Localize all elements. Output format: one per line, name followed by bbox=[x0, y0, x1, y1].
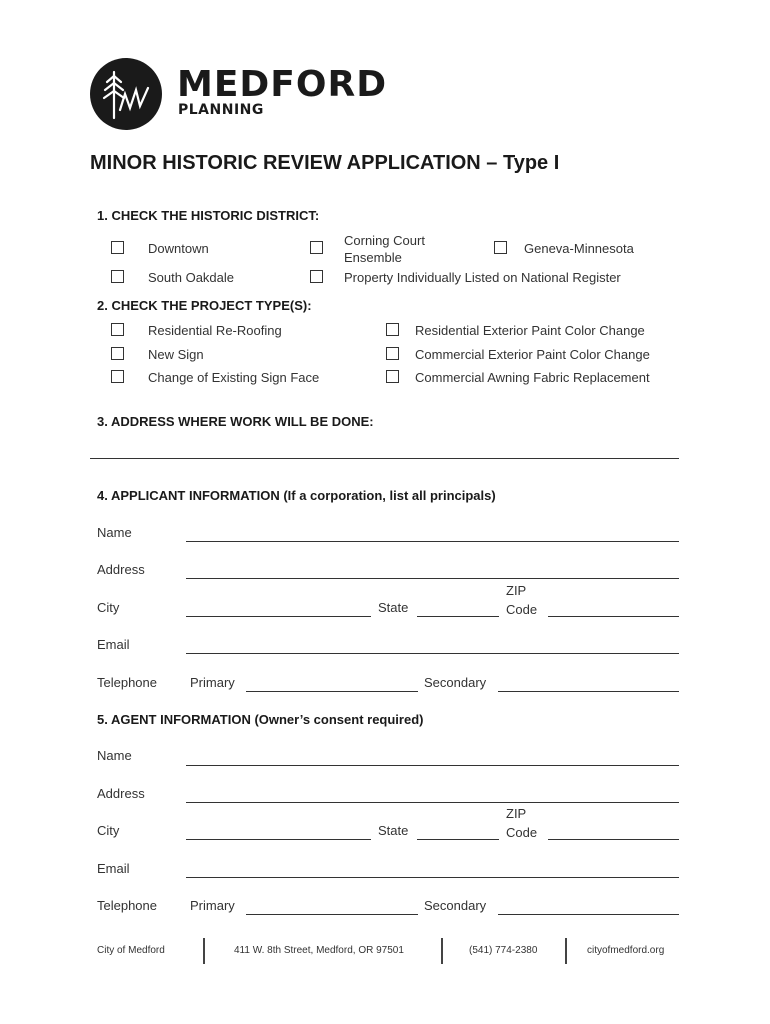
agent-secondary-phone-input[interactable] bbox=[498, 897, 679, 915]
agent-state-label: State bbox=[378, 823, 409, 838]
commercial-paint-checkbox[interactable] bbox=[386, 347, 399, 360]
geneva-minnesota-checkbox[interactable] bbox=[494, 241, 507, 254]
sign-face-label: Change of Existing Sign Face bbox=[148, 370, 320, 385]
commercial-paint-label: Commercial Exterior Paint Color Change bbox=[415, 347, 650, 362]
downtown-label: Downtown bbox=[148, 241, 209, 256]
agent-name-label: Name bbox=[97, 748, 132, 763]
agent-telephone-label: Telephone bbox=[97, 898, 157, 913]
residential-paint-checkbox[interactable] bbox=[386, 323, 399, 336]
residential-paint-label: Residential Exterior Paint Color Change bbox=[415, 323, 645, 338]
brand-name: MEDFORD bbox=[177, 64, 388, 105]
applicant-code-label: Code bbox=[506, 602, 538, 617]
agent-zip-label: ZIP bbox=[506, 806, 527, 821]
agent-name-input[interactable] bbox=[186, 748, 679, 766]
agent-email-label: Email bbox=[97, 861, 130, 876]
new-sign-checkbox[interactable] bbox=[111, 347, 124, 360]
section-5-heading: 5. AGENT INFORMATION (Owner’s consent required) bbox=[97, 712, 424, 727]
residential-re-roofing-checkbox[interactable] bbox=[111, 323, 124, 336]
applicant-name-label: Name bbox=[97, 525, 132, 540]
agent-address-label: Address bbox=[97, 786, 145, 801]
footer-divider bbox=[565, 938, 567, 964]
section-3-heading: 3. ADDRESS WHERE WORK WILL BE DONE: bbox=[97, 414, 374, 429]
agent-email-input[interactable] bbox=[186, 860, 679, 878]
footer-city: City of Medford bbox=[97, 945, 165, 956]
applicant-primary-phone-input[interactable] bbox=[246, 674, 418, 692]
applicant-state-input[interactable] bbox=[417, 599, 499, 617]
applicant-city-label: City bbox=[97, 600, 120, 615]
page-title: MINOR HISTORIC REVIEW APPLICATION – Type I bbox=[90, 152, 560, 174]
footer-website[interactable]: cityofmedford.org bbox=[587, 945, 665, 956]
medford-logo-icon bbox=[90, 58, 162, 130]
applicant-email-input[interactable] bbox=[186, 636, 679, 654]
work-address-input[interactable] bbox=[90, 441, 679, 459]
brand-subtitle: PLANNING bbox=[178, 102, 264, 118]
national-register-checkbox[interactable] bbox=[310, 270, 323, 283]
agent-city-label: City bbox=[97, 823, 120, 838]
new-sign-label: New Sign bbox=[148, 347, 204, 362]
applicant-secondary-label: Secondary bbox=[424, 675, 487, 690]
downtown-checkbox[interactable] bbox=[111, 241, 124, 254]
geneva-minnesota-label: Geneva-Minnesota bbox=[524, 241, 634, 256]
footer-phone: (541) 774-2380 bbox=[469, 945, 538, 956]
awning-fabric-label: Commercial Awning Fabric Replacement bbox=[415, 370, 650, 385]
awning-fabric-checkbox[interactable] bbox=[386, 370, 399, 383]
applicant-city-input[interactable] bbox=[186, 599, 371, 617]
corning-court-checkbox[interactable] bbox=[310, 241, 323, 254]
agent-state-input[interactable] bbox=[417, 822, 499, 840]
agent-primary-phone-input[interactable] bbox=[246, 897, 418, 915]
applicant-primary-label: Primary bbox=[190, 675, 235, 690]
applicant-address-input[interactable] bbox=[186, 561, 679, 579]
tree-m-icon bbox=[90, 58, 162, 130]
footer-divider bbox=[441, 938, 443, 964]
agent-city-input[interactable] bbox=[186, 822, 371, 840]
applicant-secondary-phone-input[interactable] bbox=[498, 674, 679, 692]
national-register-label: Property Individually Listed on National Register bbox=[344, 270, 621, 285]
corning-court-label: Corning Court Ensemble bbox=[344, 233, 425, 265]
footer-divider bbox=[203, 938, 205, 964]
section-4-heading: 4. APPLICANT INFORMATION (If a corporation, list all principals) bbox=[97, 488, 496, 503]
agent-address-input[interactable] bbox=[186, 785, 679, 803]
applicant-telephone-label: Telephone bbox=[97, 675, 157, 690]
south-oakdale-checkbox[interactable] bbox=[111, 270, 124, 283]
south-oakdale-label: South Oakdale bbox=[148, 270, 235, 285]
agent-primary-label: Primary bbox=[190, 898, 235, 913]
section-2-heading: 2. CHECK THE PROJECT TYPE(S): bbox=[97, 298, 312, 313]
agent-zip-input[interactable] bbox=[548, 822, 679, 840]
applicant-email-label: Email bbox=[97, 637, 130, 652]
footer-address: 411 W. 8th Street, Medford, OR 97501 bbox=[234, 945, 404, 956]
residential-re-roofing-label: Residential Re-Roofing bbox=[148, 323, 282, 338]
applicant-zip-label: ZIP bbox=[506, 583, 527, 598]
sign-face-checkbox[interactable] bbox=[111, 370, 124, 383]
applicant-zip-input[interactable] bbox=[548, 599, 679, 617]
agent-secondary-label: Secondary bbox=[424, 898, 487, 913]
applicant-address-label: Address bbox=[97, 562, 145, 577]
applicant-name-input[interactable] bbox=[186, 524, 679, 542]
applicant-state-label: State bbox=[378, 600, 409, 615]
section-1-heading: 1. CHECK THE HISTORIC DISTRICT: bbox=[97, 208, 320, 223]
agent-code-label: Code bbox=[506, 825, 538, 840]
